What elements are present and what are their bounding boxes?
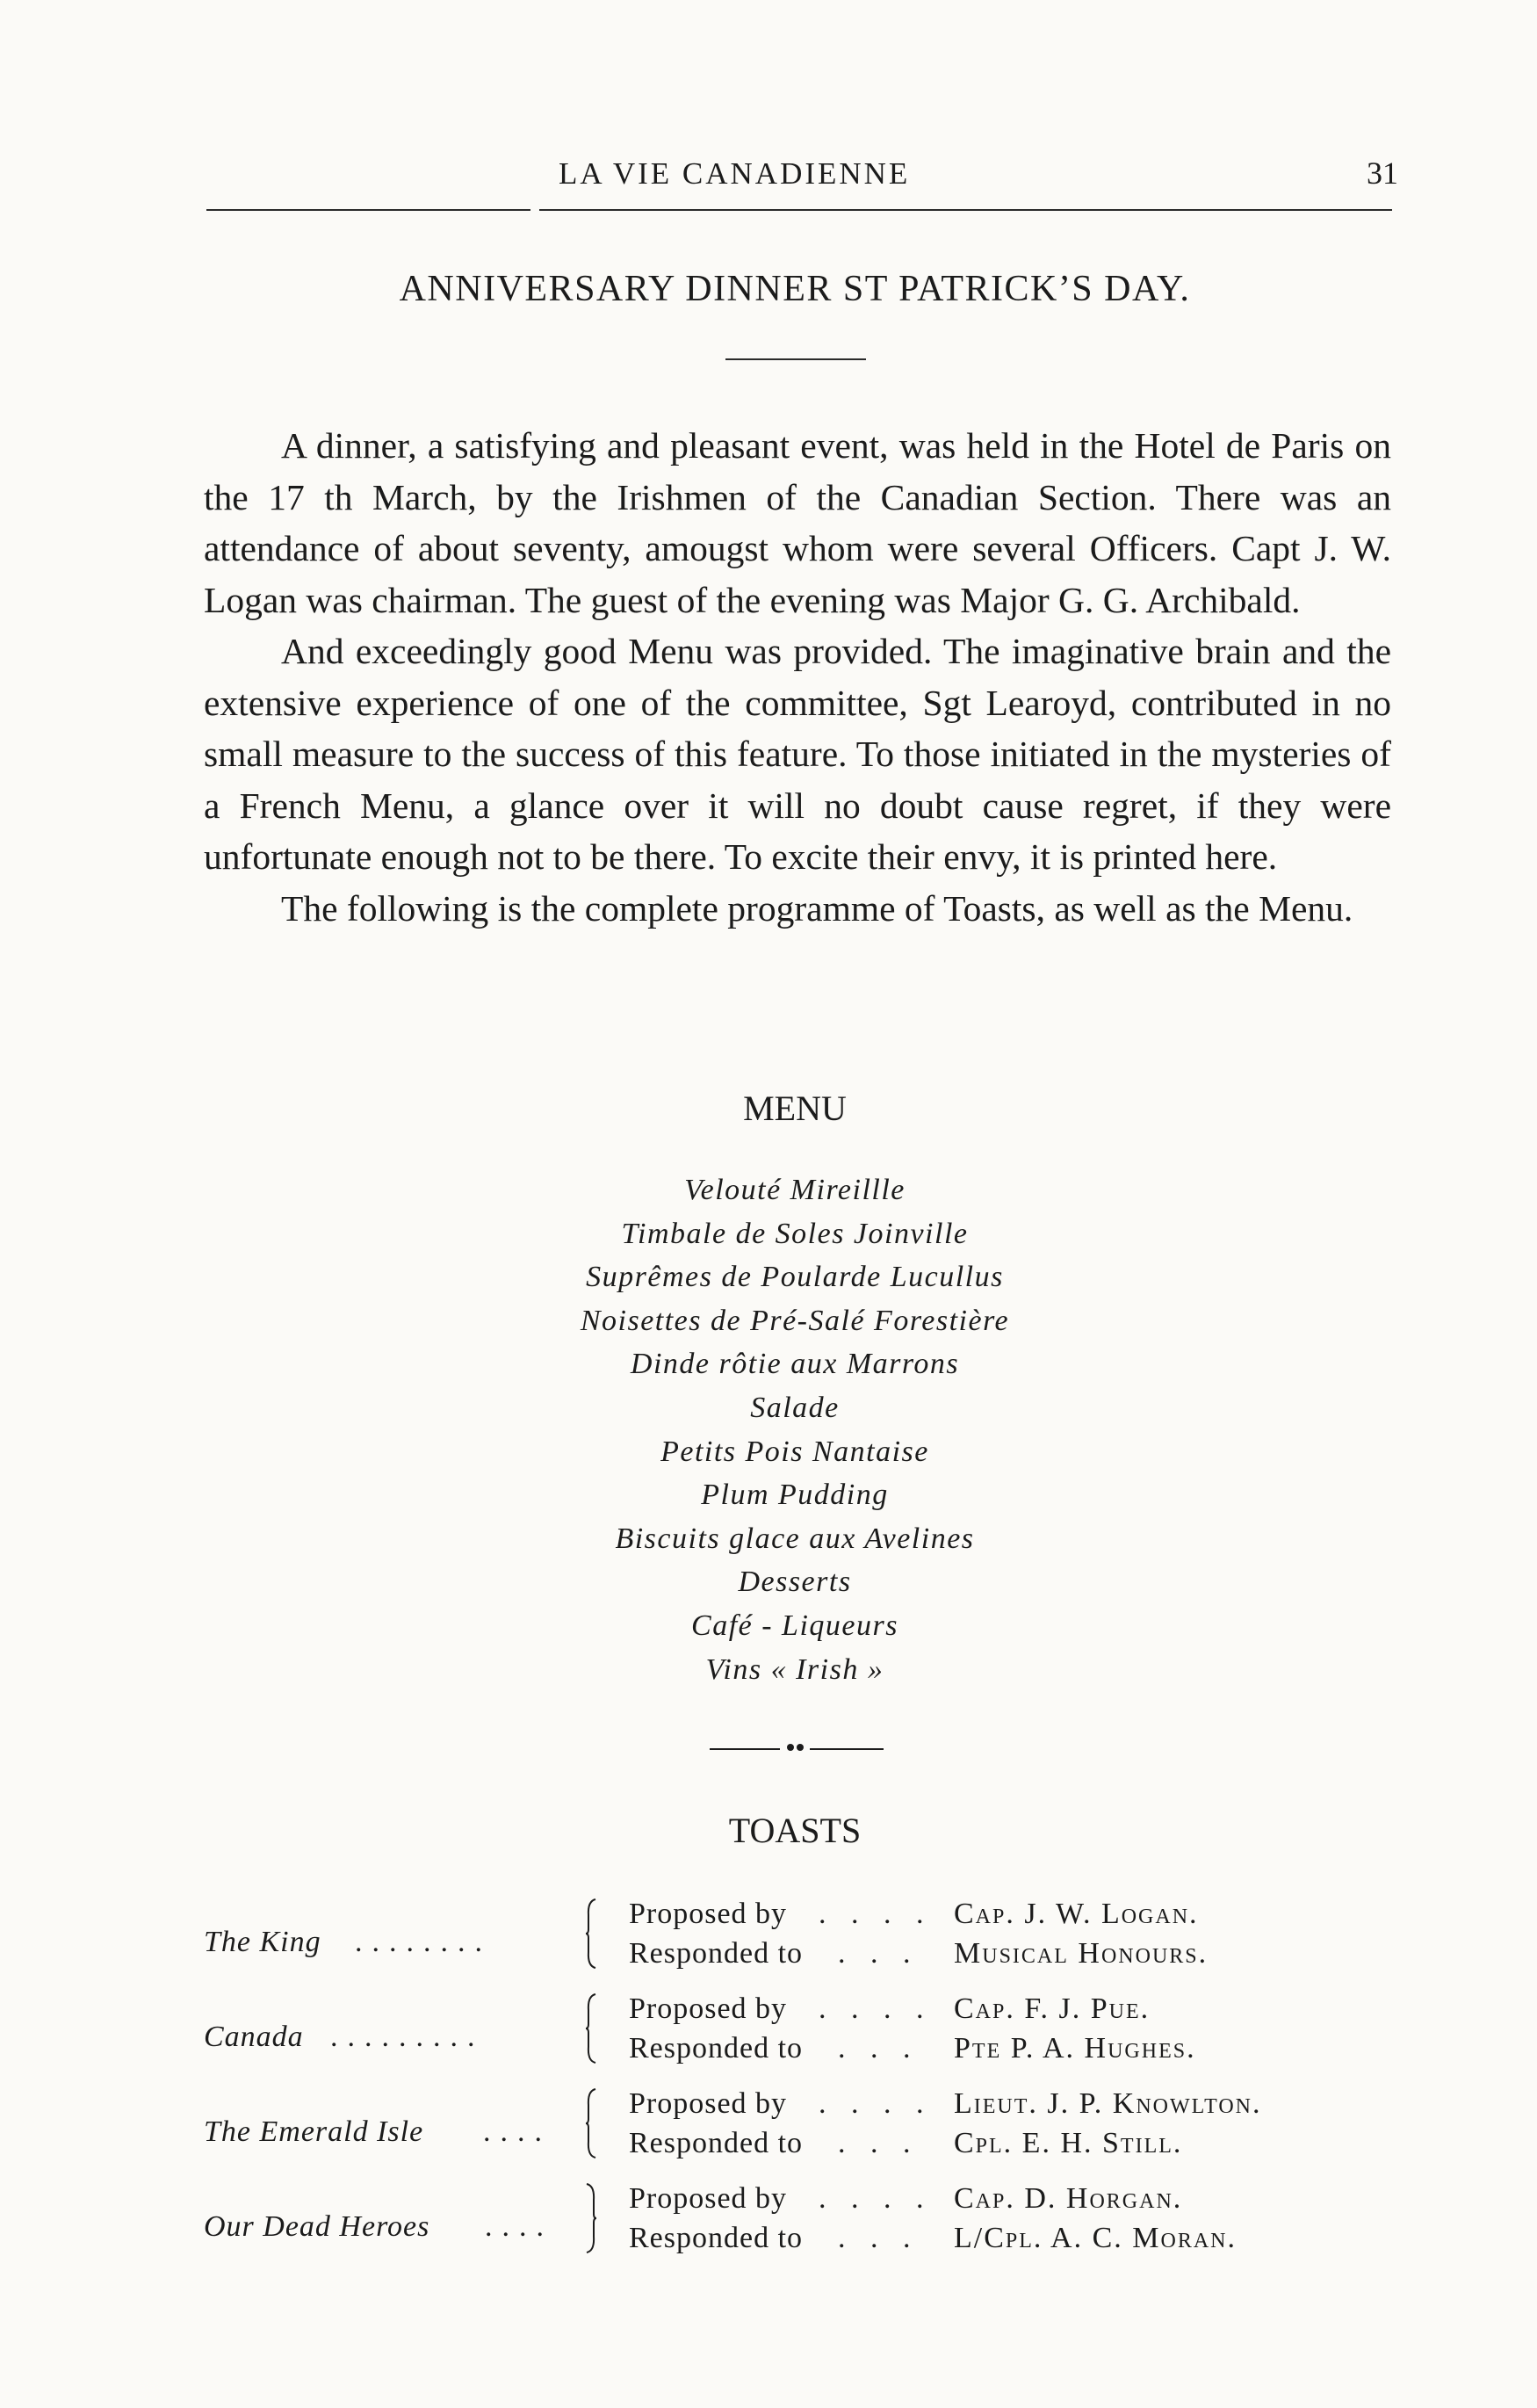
leader-dots: ......... — [330, 2021, 485, 2053]
leader-dots: .... — [485, 2210, 553, 2243]
responded-label: Responded to — [629, 2222, 804, 2254]
responder-name: Musical Honours. — [954, 1937, 1209, 1970]
paragraph: And exceedingly good Menu was provided. The imaginative brain and the extensive experience of one of the committee, Sgt Learoyd, contributed in no small measure to the success of this feature. To those initiated in the mysteries of a French Menu, a glance over it will no doubt cause regret, if they were unfortunate enough not to be there. To excite their envy, it is printed here. — [204, 631, 1391, 877]
toast-name: Canada — [204, 2021, 304, 2053]
toast-row — [204, 1992, 1433, 2080]
proposed-label: Proposed by — [629, 1898, 788, 1930]
menu-item: Timbale de Soles Joinville — [621, 1217, 969, 1250]
leader-dots: . . . — [838, 2032, 920, 2065]
menu-item: Dinde rôtie aux Marrons — [630, 1348, 960, 1381]
leader-dots: .... — [483, 2115, 552, 2148]
article-title: ANNIVERSARY DINNER ST PATRICK’S DAY. — [399, 269, 1191, 309]
proposer-name: Lieut. J. P. Knowlton. — [954, 2087, 1262, 2120]
brace-icon — [585, 2087, 597, 2159]
menu-heading: MENU — [743, 1088, 847, 1128]
toast-name: Our Dead Heroes — [204, 2210, 430, 2243]
menu-list — [0, 1168, 1537, 1691]
proposed-label: Proposed by — [629, 1992, 788, 2025]
header-rule — [206, 209, 1392, 211]
toast-row — [204, 2087, 1433, 2175]
menu-item: Biscuits glace aux Avelines — [615, 1522, 975, 1555]
leader-dots: . . . — [838, 2127, 920, 2159]
brace-icon — [585, 1992, 597, 2065]
responded-label: Responded to — [629, 2127, 804, 2159]
leader-dots: ........ — [355, 1926, 492, 1958]
responded-label: Responded to — [629, 2032, 804, 2065]
leader-dots: . . . — [838, 1937, 920, 1970]
brace-icon — [585, 1898, 597, 1970]
leader-dots: . . . . — [819, 1898, 933, 1930]
header-rule-break — [530, 206, 539, 213]
menu-item: Salade — [750, 1391, 840, 1424]
toast-name: The Emerald Isle — [204, 2115, 424, 2148]
menu-item: Suprêmes de Poularde Lucullus — [586, 1261, 1004, 1294]
leader-dots: . . . . — [819, 2182, 933, 2215]
leader-dots: . . . — [838, 2222, 920, 2254]
proposed-label: Proposed by — [629, 2182, 788, 2215]
proposer-name: Cap. D. Horgan. — [954, 2182, 1183, 2215]
menu-item: Plum Pudding — [701, 1479, 889, 1512]
leader-dots: . . . . — [819, 1992, 933, 2025]
toasts-heading: TOASTS — [728, 1811, 862, 1850]
menu-item: Noisettes de Pré-Salé Forestière — [580, 1304, 1010, 1337]
responder-name: Pte P. A. Hughes. — [954, 2032, 1196, 2065]
toast-name: The King — [204, 1926, 321, 1958]
menu-item: Petits Pois Nantaise — [660, 1435, 929, 1468]
ornament-dots — [780, 1742, 810, 1753]
responder-name: L/Cpl. A. C. Moran. — [954, 2222, 1237, 2254]
menu-item: Vins « Irish » — [705, 1652, 884, 1686]
title-divider — [725, 358, 866, 360]
menu-item: Desserts — [738, 1566, 852, 1599]
article-body — [204, 420, 1391, 934]
paragraph: A dinner, a satisfying and pleasant event, was held in the Hotel de Paris on the 17 th March, by the Irishmen of the Canadian Section. There was an attendance of about seventy, amougst whom were several Officers. Capt J. W. Logan was chairman. The guest of the evening was Major G. G. Archibald. — [204, 425, 1391, 620]
proposer-name: Cap. J. W. Logan. — [954, 1898, 1199, 1930]
brace-icon — [585, 2182, 597, 2254]
proposed-label: Proposed by — [629, 2087, 788, 2120]
page-number: 31 — [1367, 155, 1398, 191]
responder-name: Cpl. E. H. Still. — [954, 2127, 1183, 2159]
responded-label: Responded to — [629, 1937, 804, 1970]
toast-row — [204, 1898, 1433, 1985]
leader-dots: . . . . — [819, 2087, 933, 2120]
running-title: LA VIE CANADIENNE — [559, 156, 911, 191]
paragraph: The following is the complete programme of Toasts, as well as the Menu. — [281, 887, 1353, 929]
proposer-name: Cap. F. J. Pue. — [954, 1992, 1151, 2025]
menu-item: Café - Liqueurs — [691, 1609, 898, 1642]
toast-row — [204, 2182, 1433, 2270]
menu-item: Velouté Mireillle — [684, 1174, 906, 1206]
